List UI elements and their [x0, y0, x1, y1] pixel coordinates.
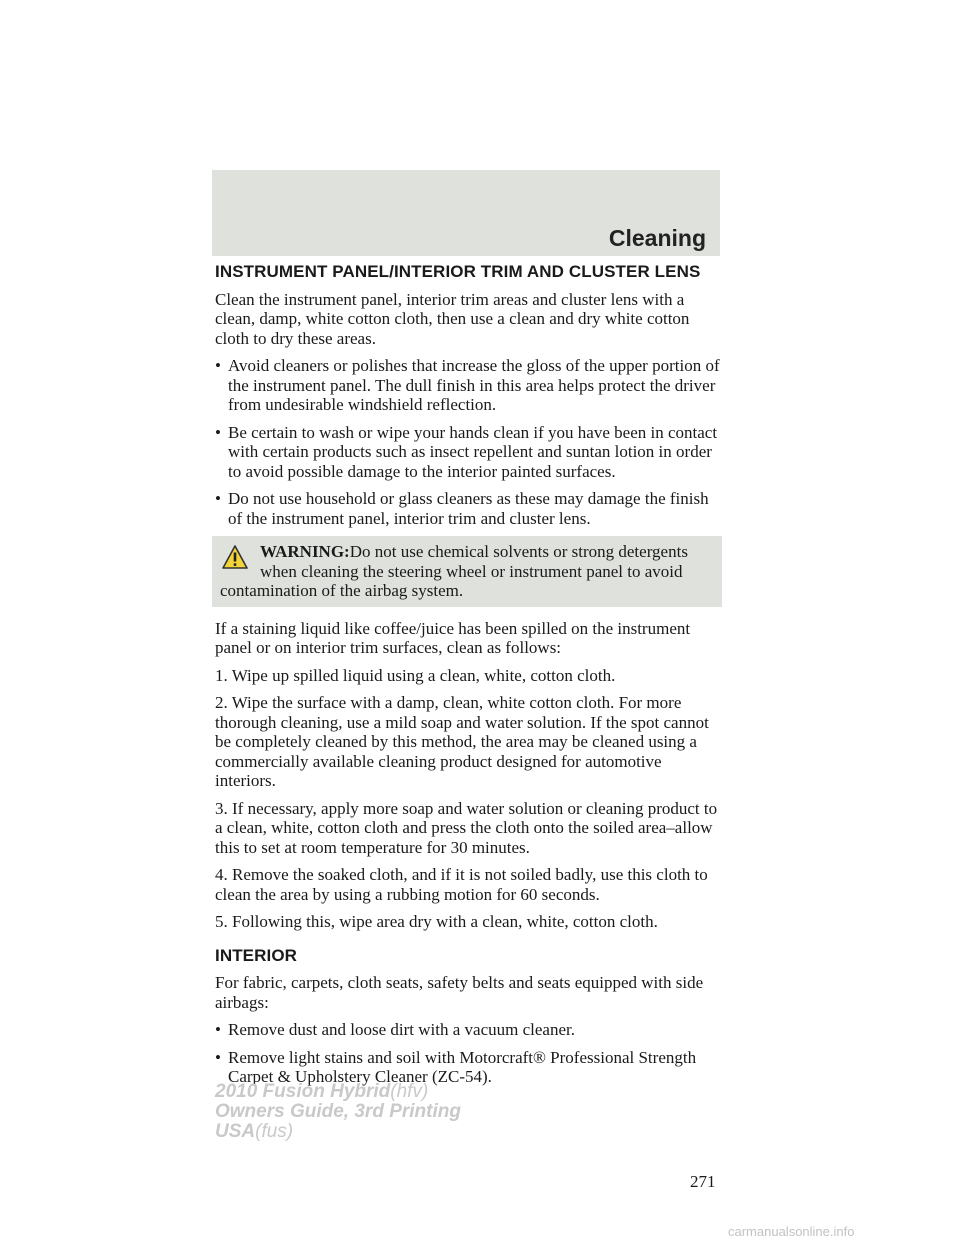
step-1: 1. Wipe up spilled liquid using a clean, white, cotton cloth.	[215, 665, 616, 685]
list-item	[215, 356, 722, 415]
section-title: Cleaning	[608, 225, 706, 251]
footer-region-code: (fus)	[255, 1121, 294, 1142]
bullet-text: Remove dust and loose dirt with a vacuum cleaner.	[228, 1020, 575, 1039]
warning-label: WARNING:	[260, 542, 350, 561]
warning-box	[212, 536, 722, 607]
list-item	[215, 1020, 722, 1040]
warning-text-line3: contamination of the airbag system.	[220, 581, 464, 600]
step-2: 2. Wipe the surface with a damp, clean, white cotton cloth. For more thorough cleaning, use a mild soap and water solution. If the spot cannot be completely cleaned by this method, the area may be cleaned using a commercially available cleaning product designed for automotive interiors.	[215, 693, 709, 790]
bullet-symbol: •	[215, 489, 221, 508]
list-item	[215, 423, 722, 482]
warning-first-line	[216, 542, 714, 562]
step-3: 3. If necessary, apply more soap and water solution or cleaning product to a clean, white, cotton cloth and press the cloth onto the soiled area–allow this to set at room temperature for 30 minutes.	[215, 798, 718, 857]
list-item	[215, 489, 722, 528]
footer-region: USA	[215, 1121, 256, 1142]
warning-text-rest	[216, 562, 714, 601]
footer-line-1	[215, 1082, 461, 1102]
paragraph-intro: Clean the instrument panel, interior trim areas and cluster lens with a clean, damp, white cotton cloth, then use a clean and dry white cotton cloth to dry these areas.	[215, 289, 690, 348]
bullet-symbol: •	[215, 422, 221, 442]
print-footer	[215, 1082, 461, 1142]
page-number: 271	[690, 1172, 716, 1191]
page-content	[215, 258, 722, 1095]
heading-interior: INTERIOR	[215, 945, 298, 965]
warning-triangle-icon	[222, 545, 248, 569]
warning-text-line2: when cleaning the steering wheel or instrument panel to avoid	[260, 561, 683, 581]
bullet-symbol: •	[215, 356, 221, 375]
footer-line-3	[215, 1122, 461, 1142]
step-5: 5. Following this, wipe area dry with a clean, white, cotton cloth.	[215, 912, 658, 931]
paragraph-interior-intro: For fabric, carpets, cloth seats, safety belts and seats equipped with side airbags:	[215, 973, 704, 1012]
bullet-text: Be certain to wash or wipe your hands clean if you have been in contact with certain products such as insect repellent and suntan lotion in order to avoid possible damage to the interior painted surfaces.	[228, 422, 718, 481]
watermark: carmanualsonline.info	[728, 1224, 855, 1239]
footer-model-code: (hfv)	[390, 1081, 429, 1102]
footer-model: 2010 Fusion Hybrid	[215, 1081, 391, 1102]
footer-line-2: Owners Guide, 3rd Printing	[215, 1101, 461, 1122]
bullet-symbol: •	[215, 1020, 221, 1039]
bullet-text: Remove light stains and soil with Motorcraft® Professional Strength Carpet & Upholstery Cleaner (ZC-54).	[228, 1047, 697, 1086]
bullet-text: Do not use household or glass cleaners as these may damage the finish of the instrument panel, interior trim and cluster lens.	[228, 489, 709, 528]
warning-text-line1: Do not use chemical solvents or strong detergents	[349, 542, 688, 561]
bullet-symbol: •	[215, 1047, 221, 1067]
section-header-band	[212, 170, 720, 256]
heading-instrument-panel: INSTRUMENT PANEL/INTERIOR TRIM AND CLUSTER LENS	[215, 262, 701, 281]
bullet-text: Avoid cleaners or polishes that increase the gloss of the upper portion of the instrument panel. The dull finish in this area helps protect the driver from undesirable windshield reflection.	[228, 356, 720, 414]
paragraph-spill-intro: If a staining liquid like coffee/juice has been spilled on the instrument panel or on interior trim surfaces, clean as follows:	[215, 618, 691, 657]
step-4: 4. Remove the soaked cloth, and if it is not soiled badly, use this cloth to clean the area by using a rubbing motion for 60 seconds.	[215, 865, 708, 904]
